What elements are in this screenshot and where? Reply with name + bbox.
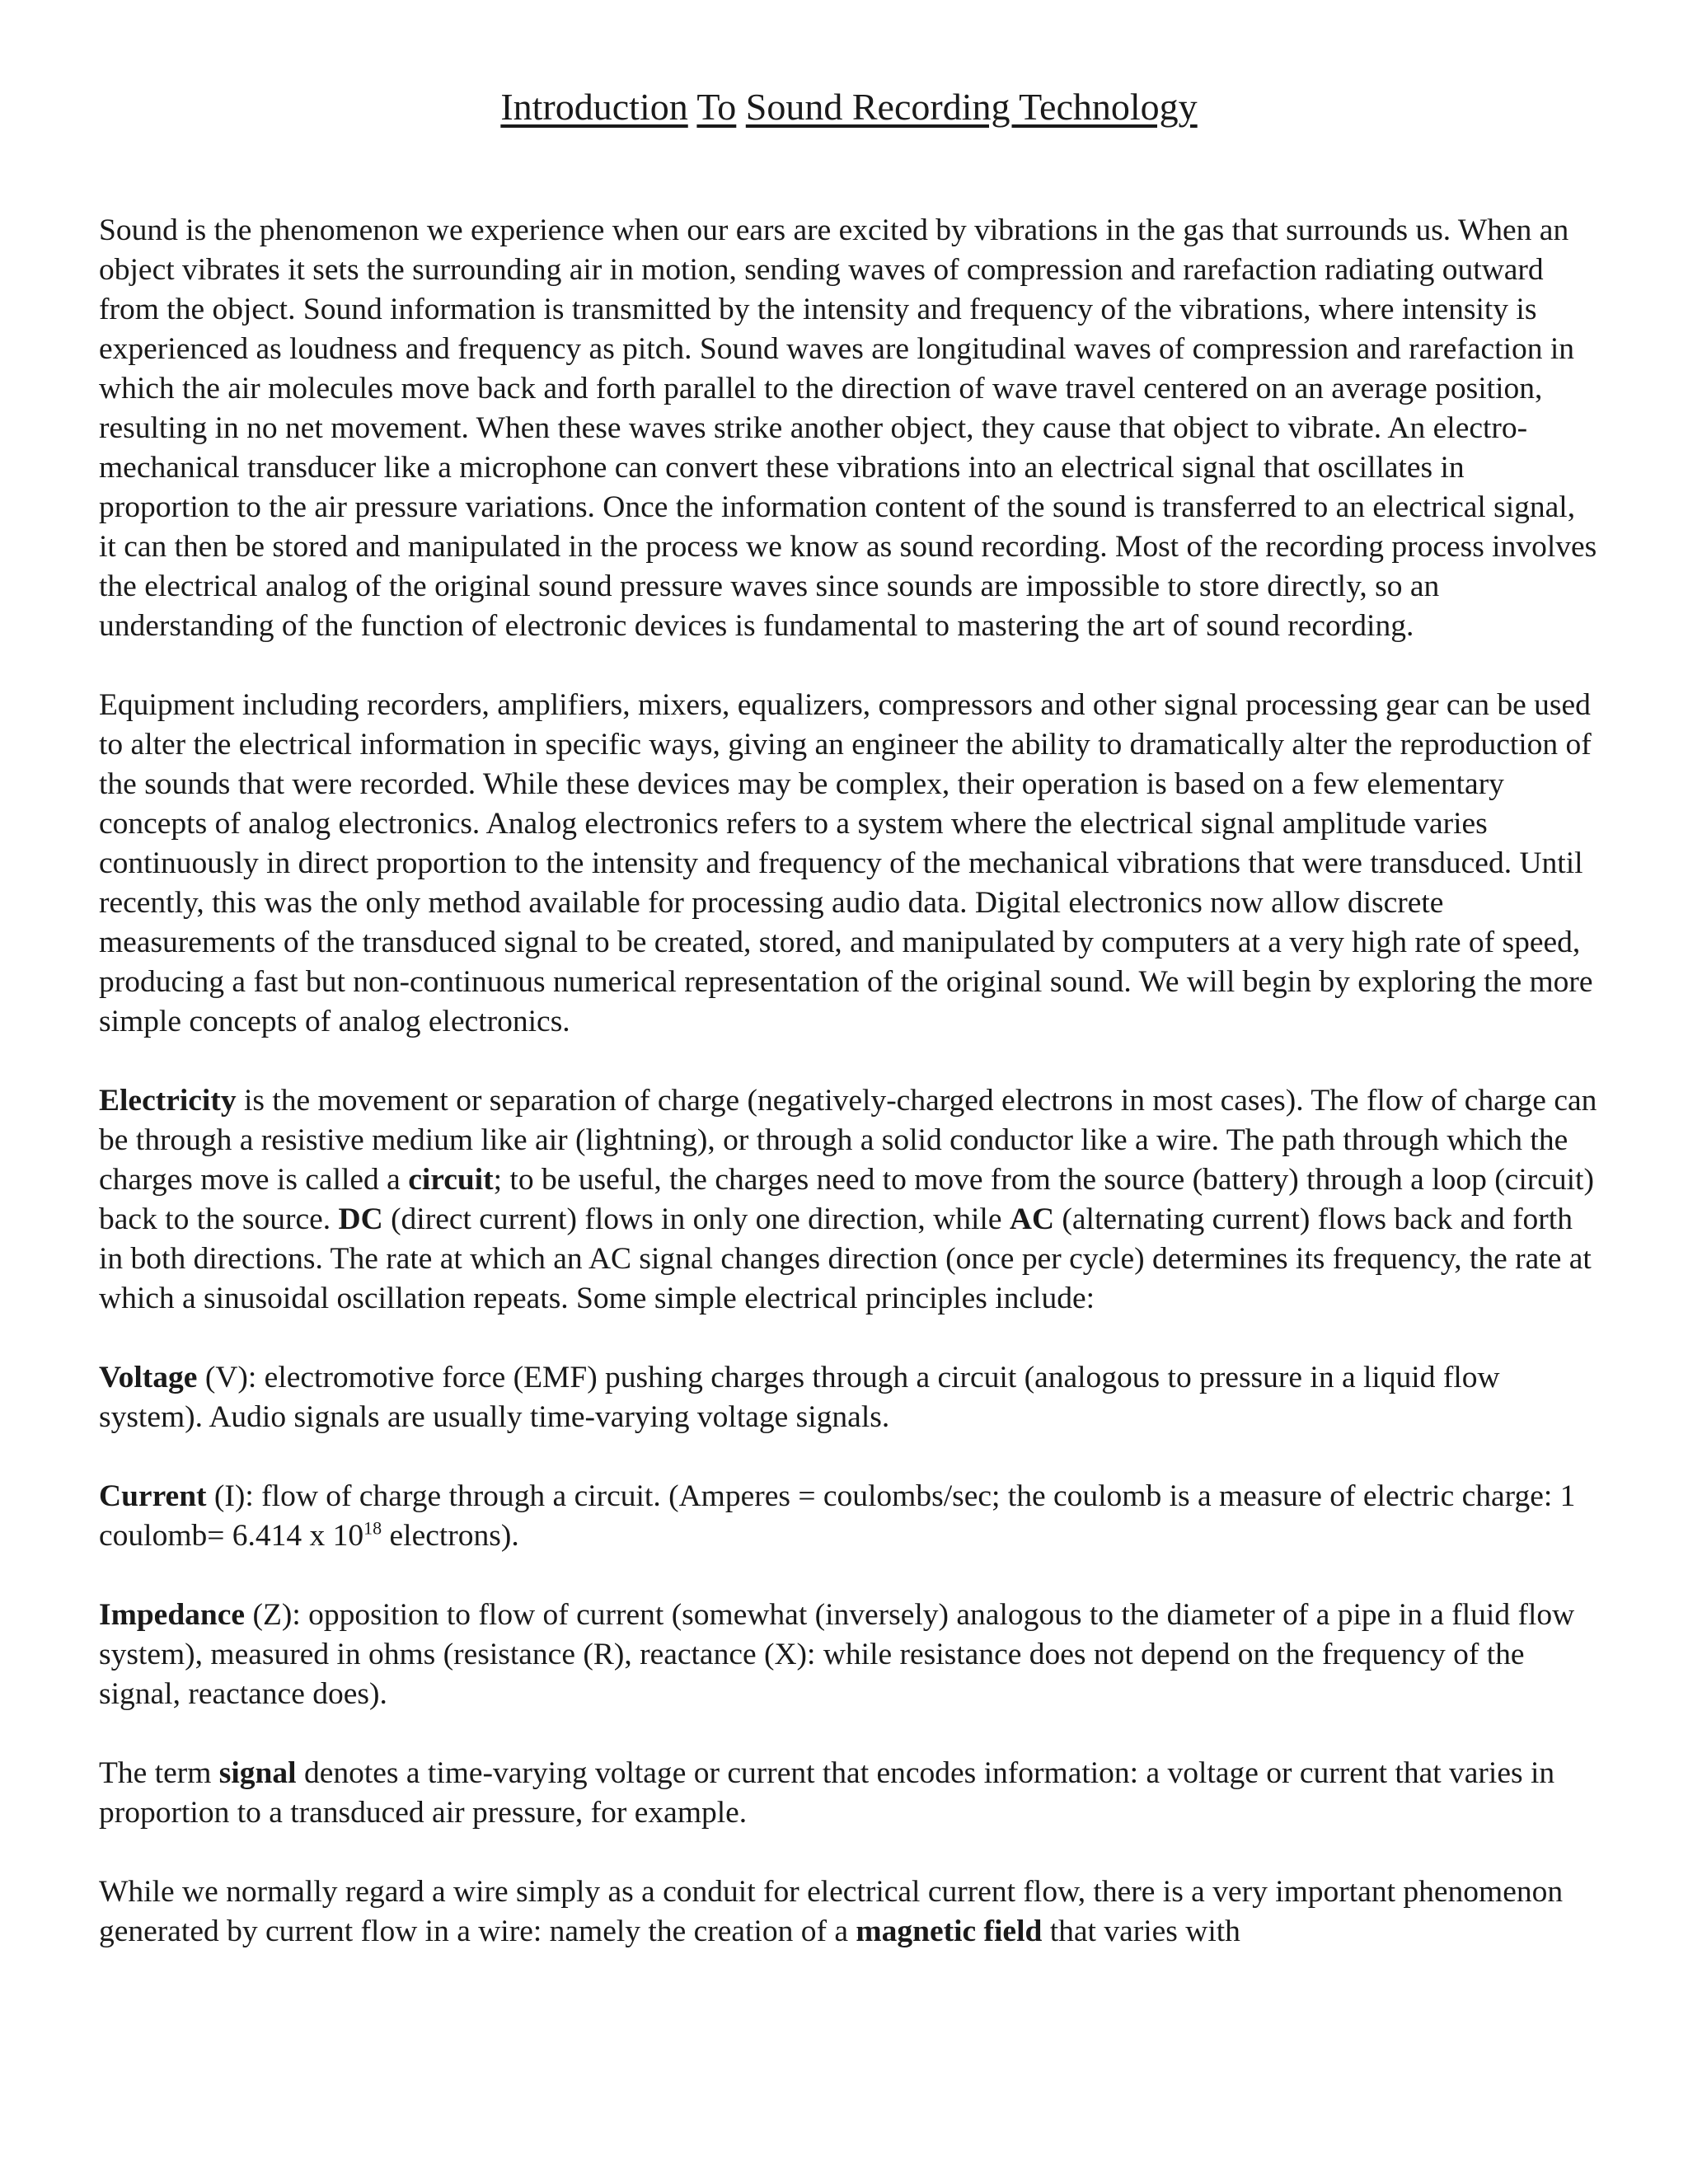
term-ac: AC — [1009, 1202, 1055, 1236]
paragraph-text: (alternating current) flows back and forth in both directions. The rate at which an AC signal changes direction (once per cycle) determines its frequency, the rate at which a sinusoidal oscillation repeats. Some simple electrical principles include: — [99, 1202, 1592, 1315]
definition-text: (Z): opposition to flow of current (somewhat (inversely) analogous to the diameter of a pipe in a fluid flow system), measured in ohms (resistance (R), reactance (X): while resistance does not depend on the frequency of the signal, reactance does). — [99, 1598, 1575, 1711]
paragraph-magnetic-field — [99, 1872, 1599, 1952]
page-title — [99, 82, 1599, 132]
term-electricity: Electricity — [99, 1084, 237, 1118]
term-dc: DC — [338, 1202, 383, 1236]
paragraph-sound-intro: Sound is the phenomenon we experience when our ears are excited by vibrations in the gas that surrounds us. When an object vibrates it sets the surrounding air in motion, sending waves of compression and rarefaction radiating outward from the object. Sound information is transmitted by the intensity and frequency of the vibrations, where intensity is experienced as loudness and frequency as pitch. Sound waves are longitudinal waves of compression and rarefaction in which the air molecules move back and forth parallel to the direction of wave travel centered on an average position, resulting in no net movement. When these waves strike another object, they cause that object to vibrate. An electro-mechanical transducer like a microphone can convert these vibrations into an electrical signal that oscillates in proportion to the air pressure variations. Once the information content of the sound is transferred to an electrical signal, it can then be stored and manipulated in the process we know as sound recording. Most of the recording process involves the electrical analog of the original sound pressure waves since sounds are impossible to store directly, so an understanding of the function of electronic devices is fundamental to mastering the art of sound recording. — [99, 213, 1597, 643]
term-magnetic-field: magnetic field — [856, 1915, 1043, 1948]
paragraph-text: (direct current) flows in only one direction, while — [382, 1202, 1010, 1236]
term-circuit: circuit — [408, 1163, 494, 1197]
paragraph-text: While we normally regard a wire simply as a conduit for electrical current flow, there is a very important phenomenon generated by current flow in a wire: namely the creation of a — [99, 1875, 1564, 1948]
title-word-to: To — [696, 86, 737, 128]
term-current: Current — [99, 1479, 207, 1513]
paragraph-equipment: Equipment including recorders, amplifiers, mixers, equalizers, compressors and other signal processing gear can be used to alter the electrical information in specific ways, giving an engineer the ability to dramatically alter the reproduction of the sounds that were recorded. While these devices may be complex, their operation is based on a few elementary concepts of analog electronics. Analog electronics refers to a system where the electrical signal amplitude varies continuously in direct proportion to the intensity and frequency of the mechanical vibrations that were transduced. Until recently, this was the only method available for processing audio data. Digital electronics now allow discrete measurements of the transduced signal to be created, stored, and manipulated by computers at a very high rate of speed, producing a fast but non-continuous numerical representation of the original sound. We will begin by exploring the more simple concepts of analog electronics. — [99, 688, 1593, 1038]
definition-text: electrons). — [382, 1519, 519, 1553]
paragraph-text: ; to be useful, the charges need to move from the source (battery) through a loop (circuit) back to the source. — [99, 1163, 1594, 1236]
paragraph-text: denotes a time-varying voltage or current that encodes information: a voltage or current that varies in proportion to a transduced air pressure, for example. — [99, 1756, 1555, 1830]
term-impedance: Impedance — [99, 1598, 246, 1632]
paragraph-electricity — [99, 1081, 1599, 1319]
definition-text: (I): flow of charge through a circuit. (Amperes = coulombs/sec; the coulomb is a measure of electric charge: 1 coulomb= 6.414 x 10 — [99, 1479, 1576, 1553]
paragraph-text: is the movement or separation of charge (negatively-charged electrons in most cases). The flow of charge can be through a resistive medium like air (lightning), or through a solid conductor like a wire. The path through which the charges move is called a — [99, 1084, 1597, 1197]
term-signal: signal — [218, 1756, 297, 1790]
paragraph-text: that varies with — [1042, 1915, 1240, 1948]
title-word-introduction: Introduction — [500, 86, 688, 128]
paragraph-signal — [99, 1754, 1599, 1833]
term-voltage: Voltage — [99, 1361, 198, 1394]
definition-current — [99, 1477, 1599, 1556]
paragraph-text: The term — [99, 1756, 219, 1790]
exponent: 18 — [363, 1517, 382, 1539]
definition-voltage — [99, 1358, 1599, 1437]
document-page — [99, 82, 1599, 1991]
definition-text: (V): electromotive force (EMF) pushing charges through a circuit (analogous to pressure in a liquid flow system). Audio signals are usually time-varying voltage signals. — [99, 1361, 1500, 1434]
title-words-sound-recording-technology: Sound Recording Technology — [745, 86, 1198, 128]
definition-impedance — [99, 1596, 1599, 1714]
